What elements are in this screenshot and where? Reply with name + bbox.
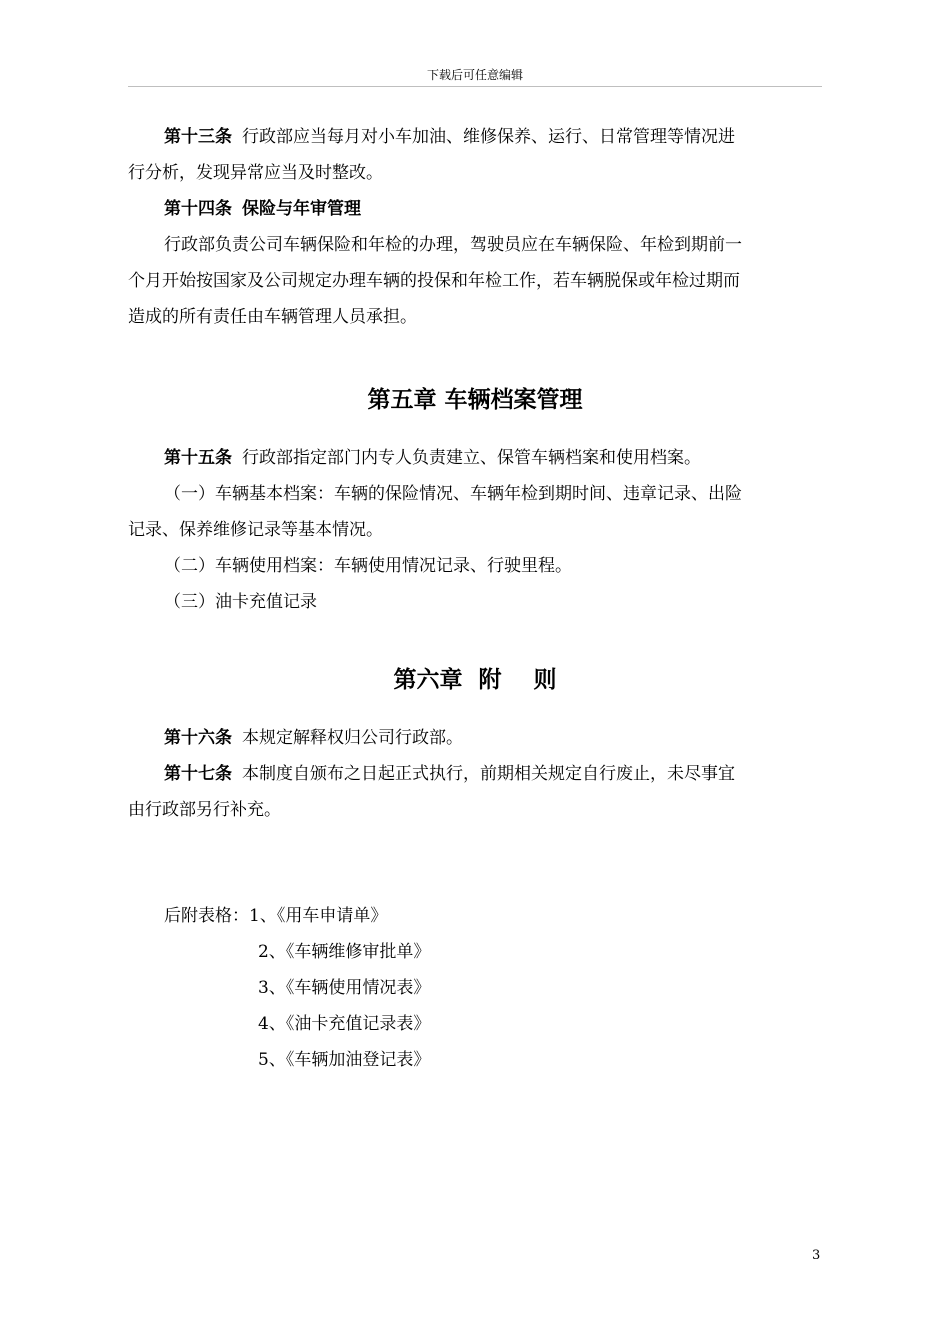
- attachment-item: 2、《车辆维修审批单》: [258, 942, 431, 962]
- article-14-text-3: 造成的所有责任由车辆管理人员承担。: [128, 307, 417, 327]
- article-14-title: 保险与年审管理: [242, 199, 361, 219]
- attachment-item: 4、《油卡充值记录表》: [258, 1014, 431, 1034]
- article-17-text-2: 由行政部另行补充。: [128, 800, 281, 820]
- article-15-item-1b: 记录、保养维修记录等基本情况。: [128, 520, 383, 540]
- article-15-text: 行政部指定部门内专人负责建立、保管车辆档案和使用档案。: [242, 448, 701, 468]
- article-15-line-1: [164, 446, 864, 470]
- article-17-text-1: 本制度自颁布之日起正式执行，前期相关规定自行废止，未尽事宜: [242, 764, 735, 784]
- article-15-item-2: （二）车辆使用档案：车辆使用情况记录、行驶里程。: [164, 556, 572, 576]
- article-17-label: 第十七条: [164, 764, 232, 784]
- article-13-text-2: 行分析，发现异常应当及时整改。: [128, 163, 383, 183]
- article-13-label: 第十三条: [164, 127, 232, 147]
- article-14-text-2: 个月开始按国家及公司规定办理车辆的投保和年检工作，若车辆脱保或年检过期而: [128, 271, 740, 291]
- article-14-line-1: [164, 197, 864, 221]
- page-header: 下载后可任意编辑: [426, 68, 523, 82]
- attachments-label: 后附表格：: [164, 906, 249, 926]
- article-13-text-1: 行政部应当每月对小车加油、维修保养、运行、日常管理等情况进: [242, 127, 735, 147]
- article-14-label: 第十四条: [164, 199, 232, 219]
- article-16-line: [164, 726, 864, 750]
- page-number: 3: [812, 1248, 821, 1263]
- attachments-line-1: [164, 904, 864, 928]
- article-16-label: 第十六条: [164, 728, 232, 748]
- article-14-text-1: 行政部负责公司车辆保险和年检的办理，驾驶员应在车辆保险、年检到期前一: [164, 235, 742, 255]
- chapter-5-heading: 第五章 车辆档案管理: [367, 387, 583, 413]
- attachment-item: 5、《车辆加油登记表》: [258, 1050, 431, 1070]
- article-13-line-1: [164, 125, 864, 149]
- attachment-item: 3、《车辆使用情况表》: [258, 978, 431, 998]
- article-15-item-3: （三）油卡充值记录: [164, 592, 317, 612]
- article-15-item-1a: （一）车辆基本档案：车辆的保险情况、车辆年检到期时间、违章记录、出险: [164, 484, 742, 504]
- header-divider: [128, 86, 822, 87]
- chapter-6-heading: 第六章 附 则: [393, 667, 557, 693]
- article-16-text: 本规定解释权归公司行政部。: [242, 728, 463, 748]
- attachment-item: 1、《用车申请单》: [249, 906, 388, 926]
- article-15-label: 第十五条: [164, 448, 232, 468]
- article-17-line-1: [164, 762, 864, 786]
